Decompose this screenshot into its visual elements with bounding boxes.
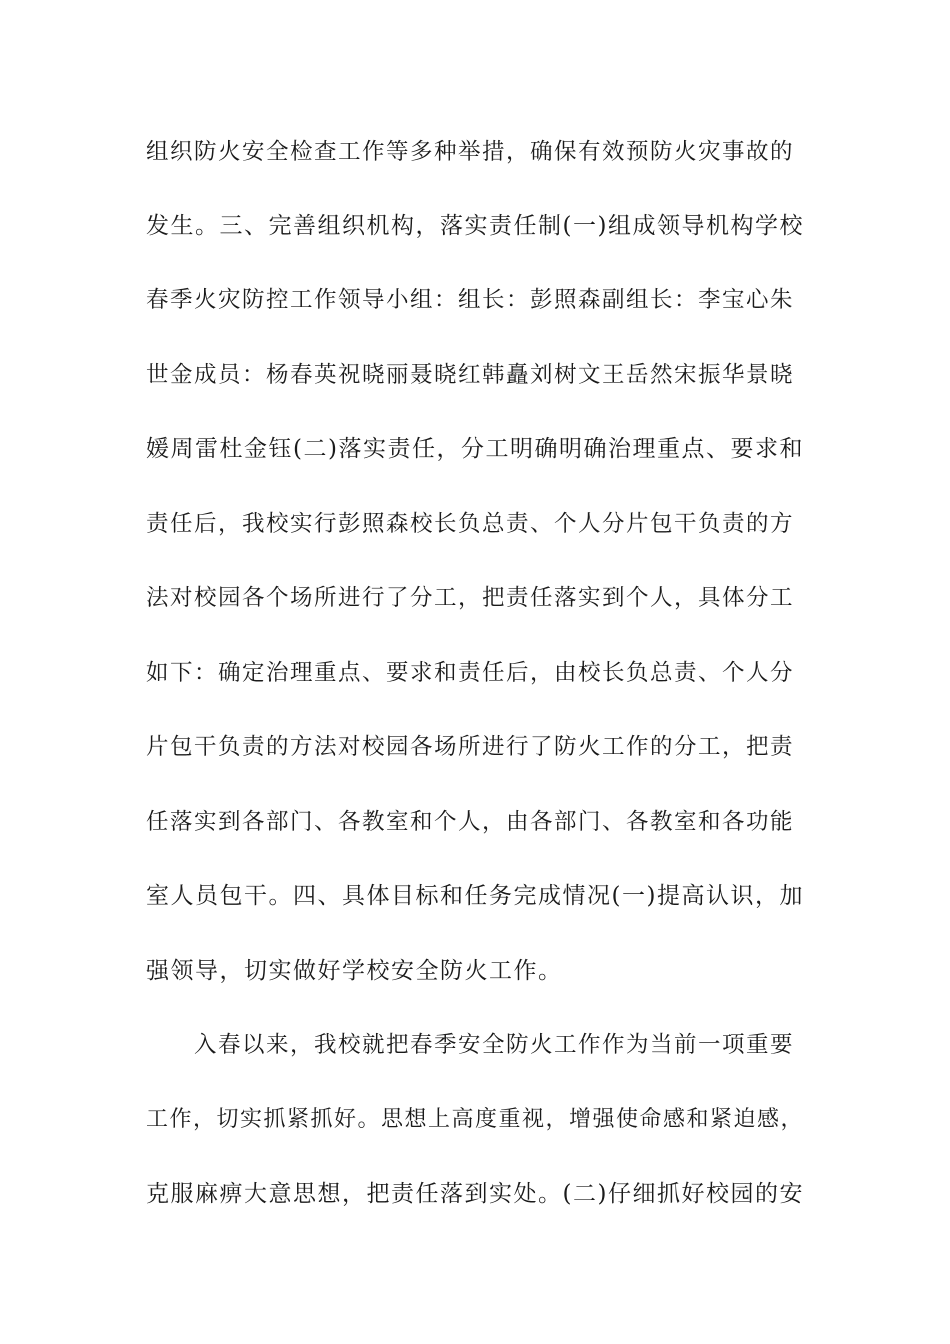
text-line: 工作，切实抓紧抓好。思想上高度重视，增强使命感和紧迫感， xyxy=(146,1107,805,1132)
text-line: 发生。三、完善组织机构，落实责任制(一)组成领导机构学校 xyxy=(146,213,804,239)
text-line: 组织防火安全检查工作等多种举措，确保有效预防火灾事故的 xyxy=(146,139,795,165)
text-line: 片包干负责的方法对校园各场所进行了防火工作的分工，把责 xyxy=(146,734,795,760)
text-line: 克服麻痹大意思想，把责任落到实处。(二)仔细抓好校园的安 xyxy=(146,1181,804,1207)
text-line: 如下：确定治理重点、要求和责任后，由校长负总责、个人分 xyxy=(146,660,795,686)
text-line: 媛周雷杜金钰(二)落实责任，分工明确明确治理重点、要求和 xyxy=(146,436,804,462)
text-line: 世金成员：杨春英祝晓丽聂晓红韩矗刘树文王岳然宋振华景晓 xyxy=(146,362,795,388)
text-line: 法对校园各个场所进行了分工，把责任落实到个人，具体分工 xyxy=(146,585,795,611)
text-line: 任落实到各部门、各教室和个人，由各部门、各教室和各功能 xyxy=(146,809,795,835)
text-line: 责任后，我校实行彭照森校长负总责、个人分片包干负责的方 xyxy=(146,511,795,537)
text-line: 春季火灾防控工作领导小组：组长：彭照森副组长：李宝心朱 xyxy=(146,287,795,313)
text-line: 入春以来，我校就把春季安全防火工作作为当前一项重要 xyxy=(194,1032,795,1058)
text-line: 强领导，切实做好学校安全防火工作。 xyxy=(146,958,563,984)
text-line: 室人员包干。四、具体目标和任务完成情况(一)提高认识，加 xyxy=(146,883,804,909)
